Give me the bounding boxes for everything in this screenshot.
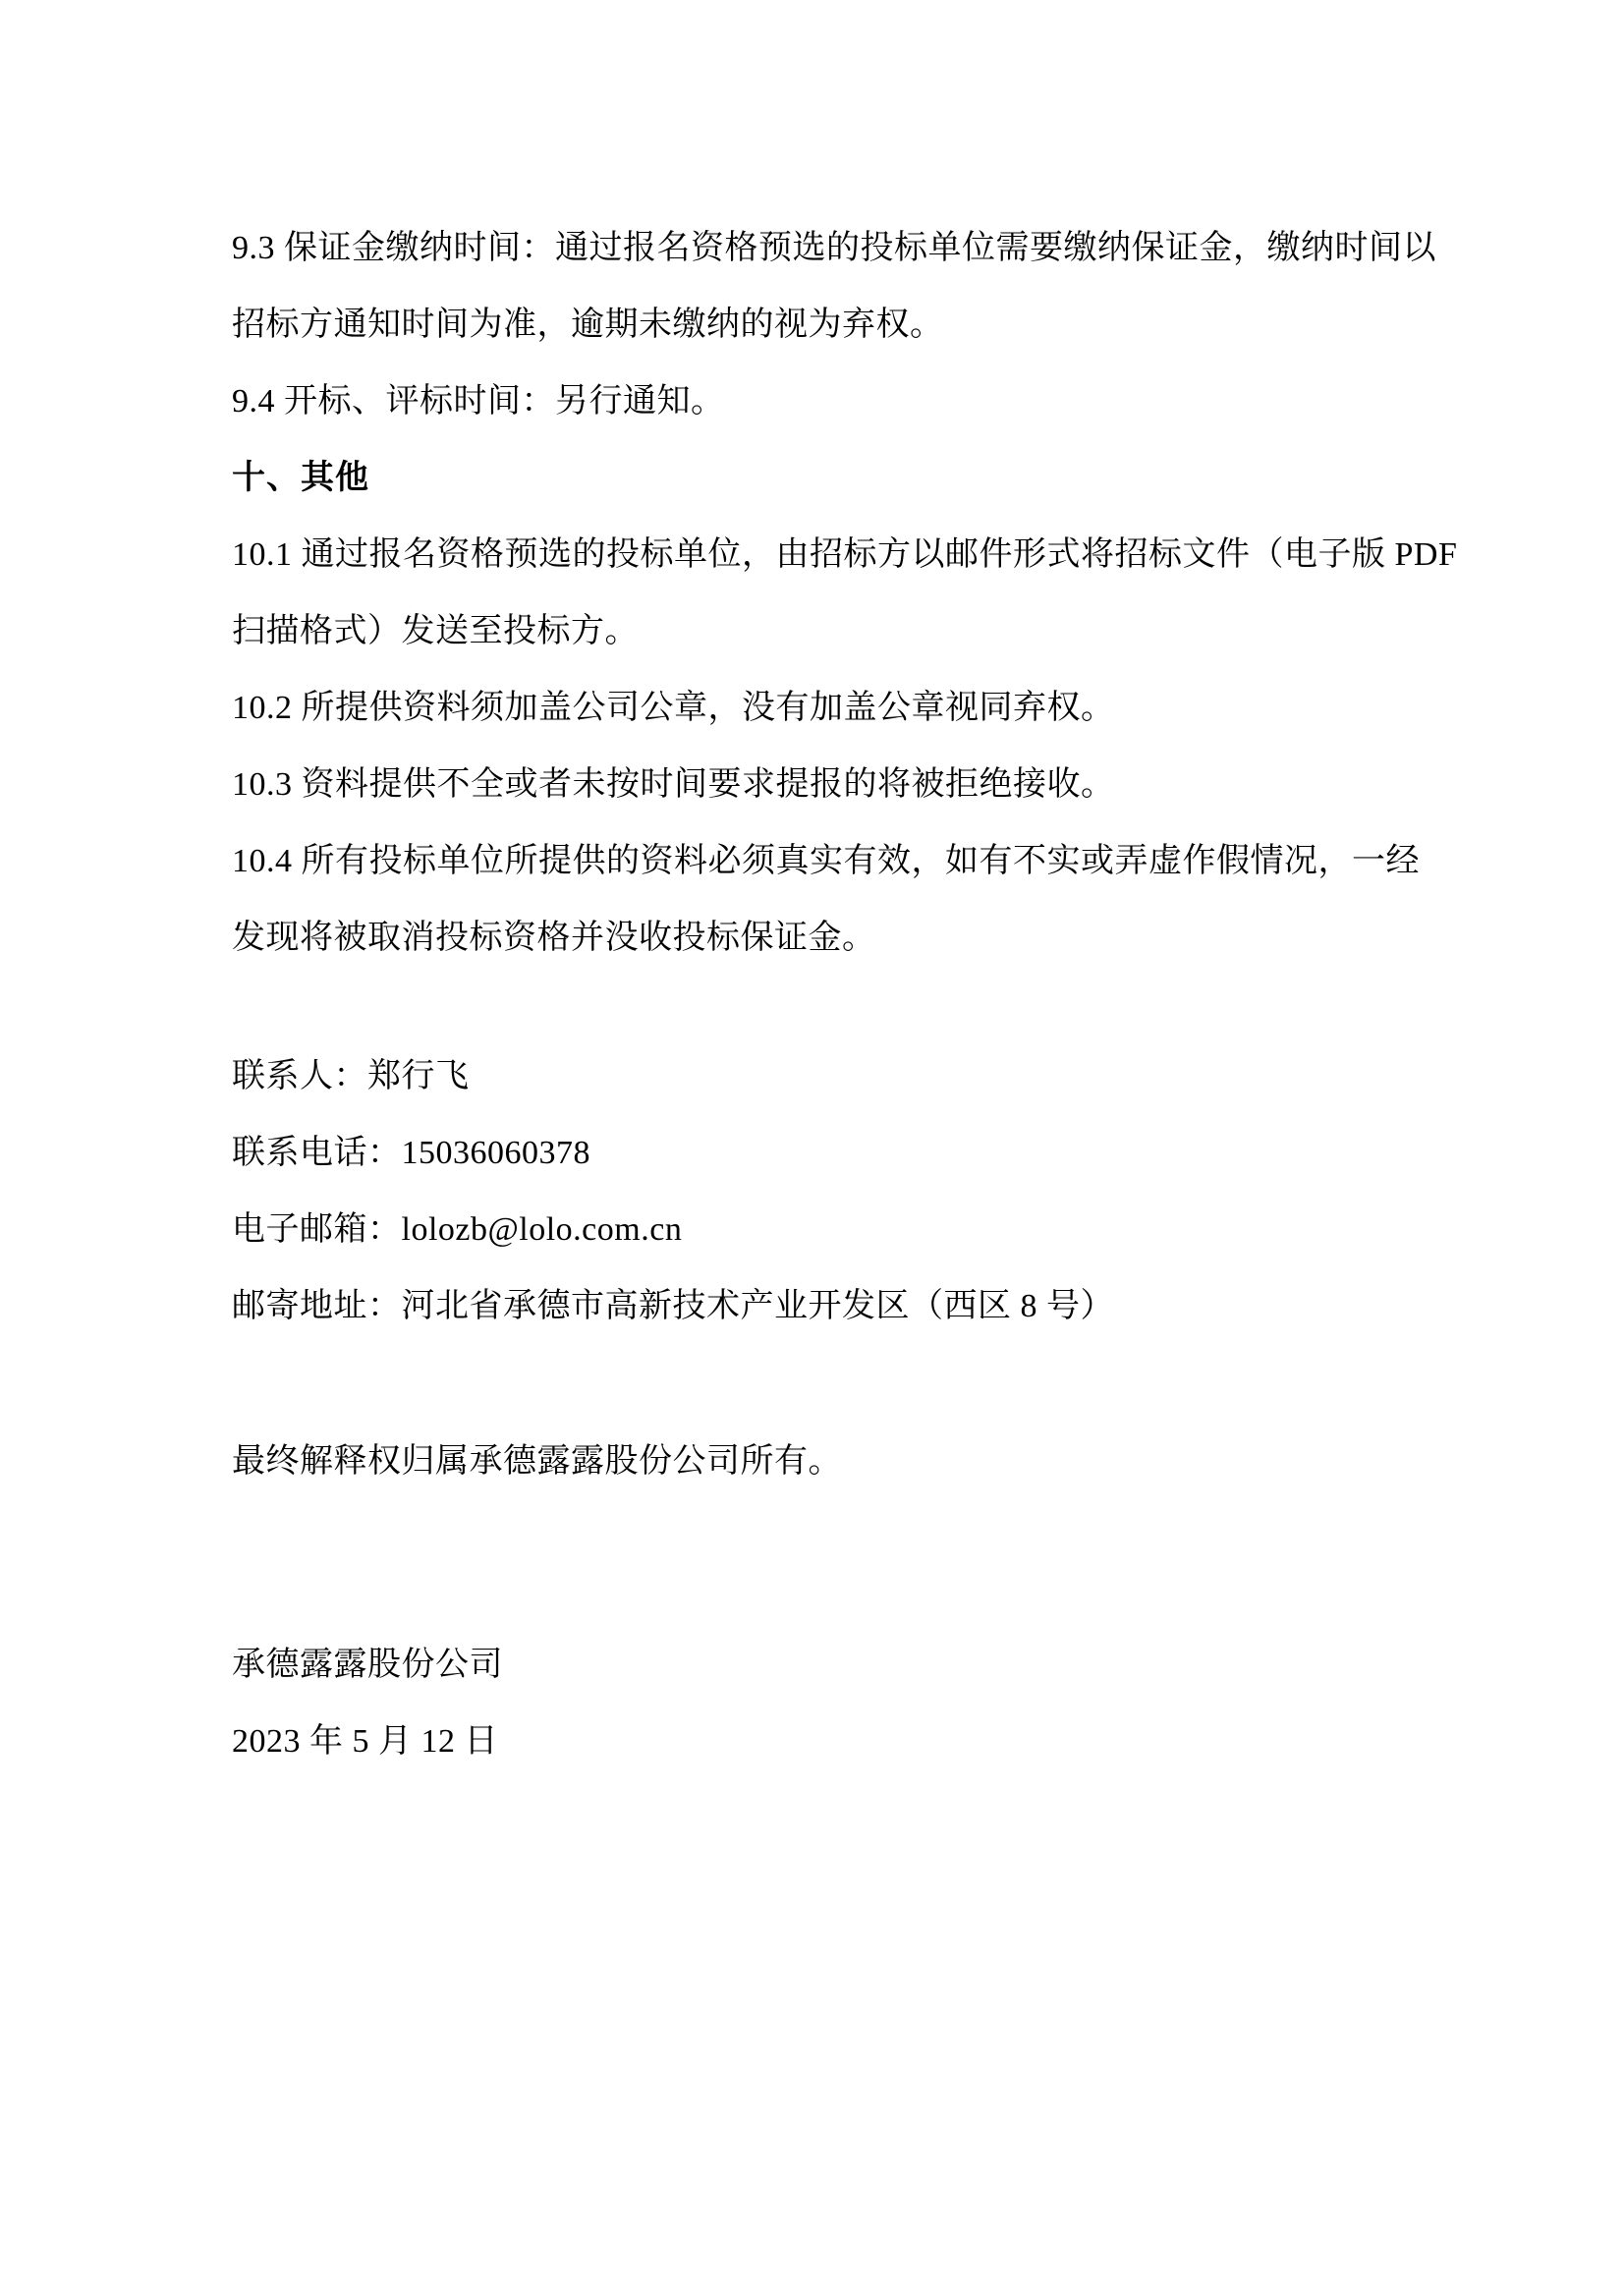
signature-company: 承德露露股份公司: [232, 1647, 503, 1683]
clause-line-9-3: 9.3 保证金缴纳时间：通过报名资格预选的投标单位需要缴纳保证金，缴纳时间以: [232, 230, 1436, 266]
document-content: [232, 210, 1458, 1780]
signature-block: [232, 1627, 1407, 1780]
clause-line-10-4-continuation: 发现将被取消投标资格并没收投标保证金。: [232, 920, 876, 956]
clause-line-10-2: 10.2 所提供资料须加盖公司公章，没有加盖公章视同弃权。: [232, 690, 1115, 726]
clause-line-10-1: 10.1 通过报名资格预选的投标单位，由招标方以邮件形式将招标文件（电子版 PDF: [232, 536, 1458, 573]
contact-block: [232, 1038, 1407, 1345]
disclaimer-block: [232, 1424, 1407, 1500]
disclaimer-text: 最终解释权归属承德露露股份公司所有。: [232, 1443, 842, 1480]
section-heading-ten: 十、其他: [232, 460, 369, 496]
clause-line-9-4: 9.4 开标、评标时间：另行通知。: [232, 383, 725, 420]
contact-phone: 联系电话：15036060378: [232, 1135, 590, 1171]
signature-date: 2023 年 5 月 12 日: [232, 1723, 498, 1760]
clause-line-10-4: 10.4 所有投标单位所提供的资料必须真实有效，如有不实或弄虚作假情况，一经: [232, 843, 1420, 879]
clause-line-10-3: 10.3 资料提供不全或者未按时间要求提报的将被拒绝接收。: [232, 766, 1115, 803]
contact-address: 邮寄地址：河北省承德市高新技术产业开发区（西区 8 号）: [232, 1288, 1114, 1324]
clause-line-9-3-continuation: 招标方通知时间为准，逾期未缴纳的视为弃权。: [232, 307, 944, 343]
contact-person: 联系人：郑行飞: [232, 1058, 470, 1094]
clause-line-10-1-continuation: 扫描格式）发送至投标方。: [232, 613, 639, 649]
contact-email: 电子邮箱：lolozb@lolo.com.cn: [232, 1211, 683, 1248]
